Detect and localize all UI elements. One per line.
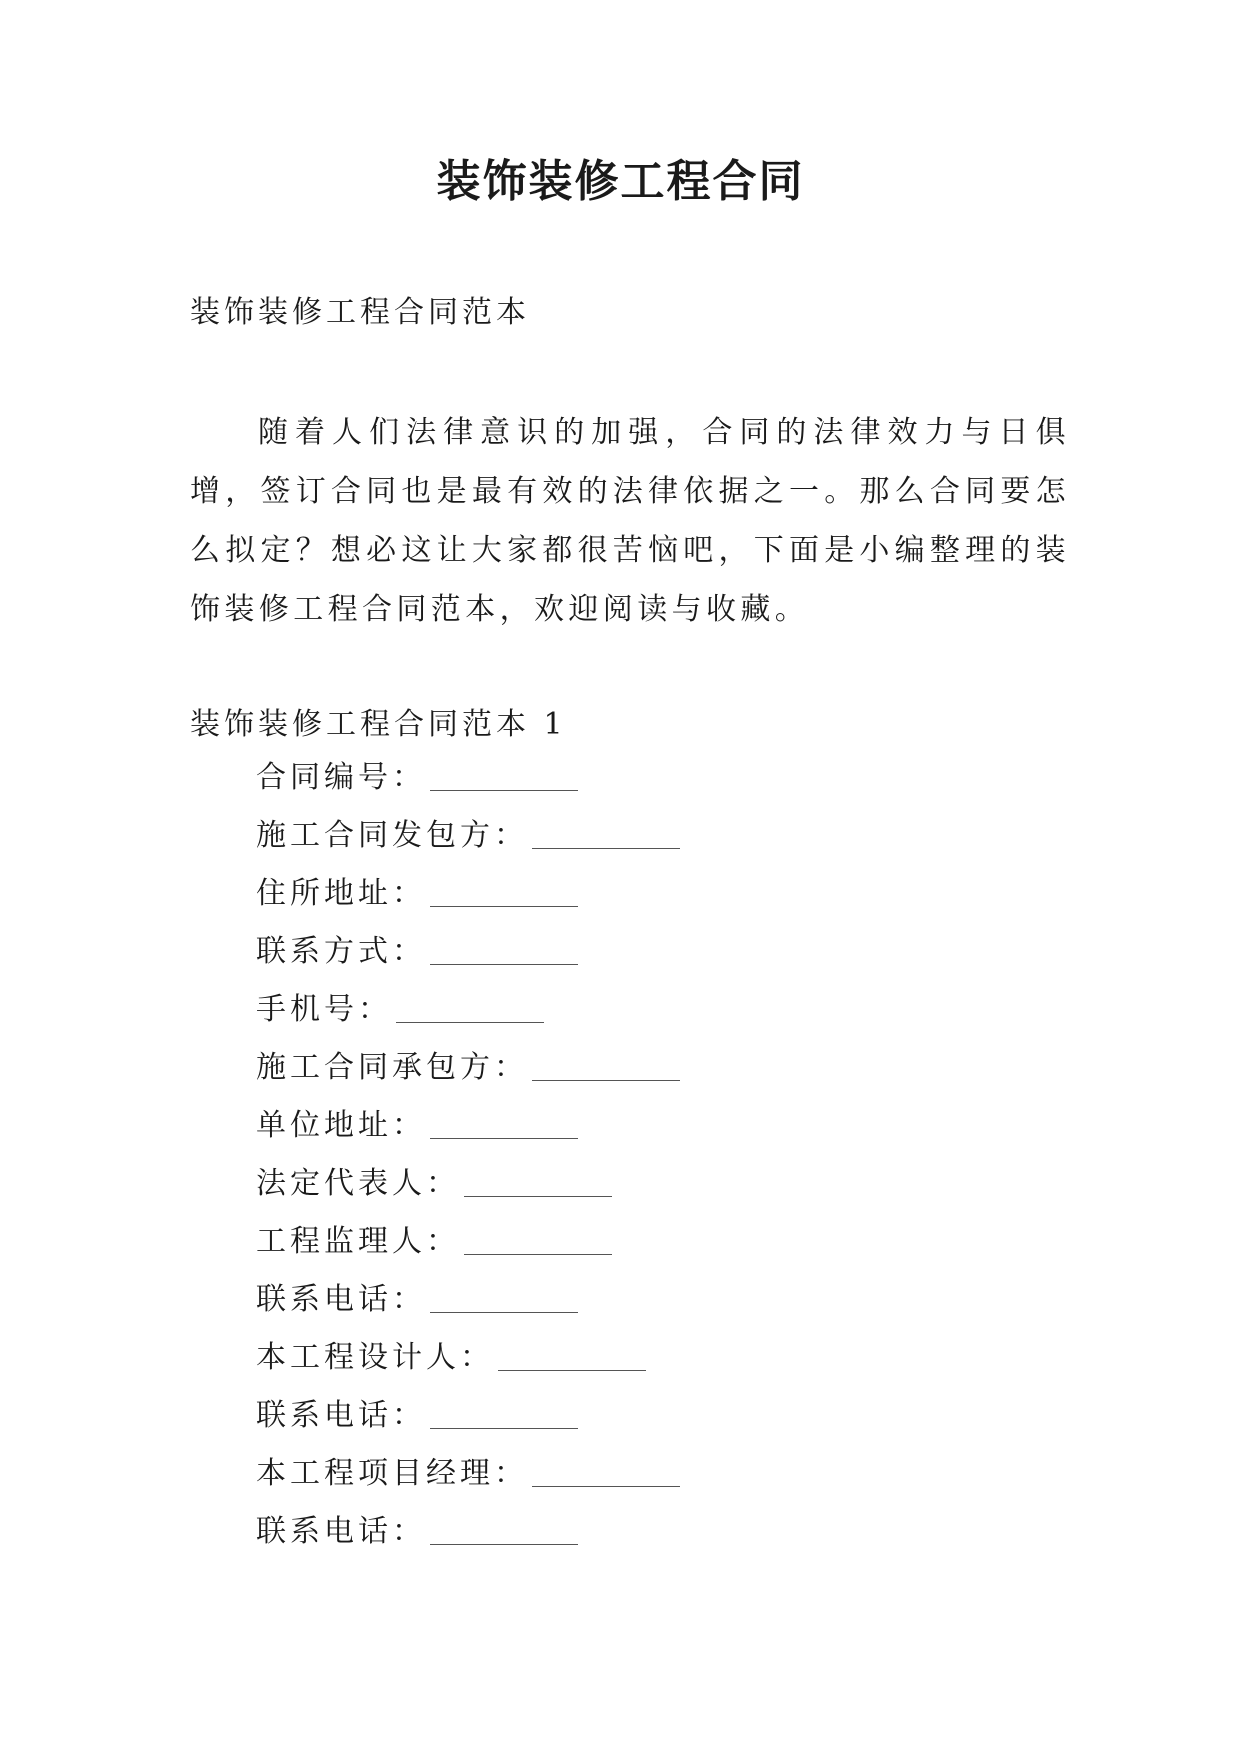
field-company-address	[256, 1105, 680, 1163]
field-label: 法定代表人：	[256, 1166, 460, 1201]
field-label: 联系电话：	[256, 1282, 426, 1317]
section-heading: 装饰装修工程合同范本 1	[190, 707, 567, 742]
field-contractor	[256, 1047, 680, 1105]
field-label: 联系方式：	[256, 934, 426, 969]
field-blank-line	[498, 1340, 646, 1371]
document-subtitle: 装饰装修工程合同范本	[190, 295, 530, 330]
field-label: 本工程项目经理：	[256, 1456, 528, 1491]
field-blank-line	[464, 1166, 612, 1197]
field-phone	[256, 1511, 680, 1569]
field-label: 手机号：	[256, 992, 392, 1027]
field-blank-line	[532, 1050, 680, 1081]
field-contact-method	[256, 931, 680, 989]
field-label: 工程监理人：	[256, 1224, 460, 1259]
field-designer	[256, 1337, 680, 1395]
field-legal-representative	[256, 1163, 680, 1221]
field-blank-line	[430, 760, 578, 791]
field-label: 联系电话：	[256, 1398, 426, 1433]
field-label: 施工合同承包方：	[256, 1050, 528, 1085]
field-label: 合同编号：	[256, 760, 426, 795]
field-phone	[256, 1395, 680, 1453]
intro-paragraph: 随着人们法律意识的加强，合同的法律效力与日俱增，签订合同也是最有效的法律依据之一。那么合同要怎么拟定？想必这让大家都很苦恼吧，下面是小编整理的装饰装修工程合同范本，欢迎阅读与收藏。	[190, 415, 1070, 627]
field-address	[256, 873, 680, 931]
field-blank-line	[430, 1282, 578, 1313]
field-label: 住所地址：	[256, 876, 426, 911]
field-contract-number	[256, 757, 680, 815]
field-blank-line	[396, 992, 544, 1023]
field-mobile	[256, 989, 680, 1047]
field-blank-line	[532, 1456, 680, 1487]
field-employer	[256, 815, 680, 873]
field-blank-line	[430, 934, 578, 965]
field-blank-line	[532, 818, 680, 849]
field-blank-line	[430, 1398, 578, 1429]
field-label: 本工程设计人：	[256, 1340, 494, 1375]
field-supervisor	[256, 1221, 680, 1279]
field-label: 联系电话：	[256, 1514, 426, 1549]
contract-field-list	[256, 757, 680, 1569]
field-phone	[256, 1279, 680, 1337]
field-project-manager	[256, 1453, 680, 1511]
field-blank-line	[430, 876, 578, 907]
field-label: 单位地址：	[256, 1108, 426, 1143]
field-blank-line	[430, 1514, 578, 1545]
field-blank-line	[430, 1108, 578, 1139]
document-title: 装饰装修工程合同	[436, 156, 805, 207]
field-blank-line	[464, 1224, 612, 1255]
field-label: 施工合同发包方：	[256, 818, 528, 853]
